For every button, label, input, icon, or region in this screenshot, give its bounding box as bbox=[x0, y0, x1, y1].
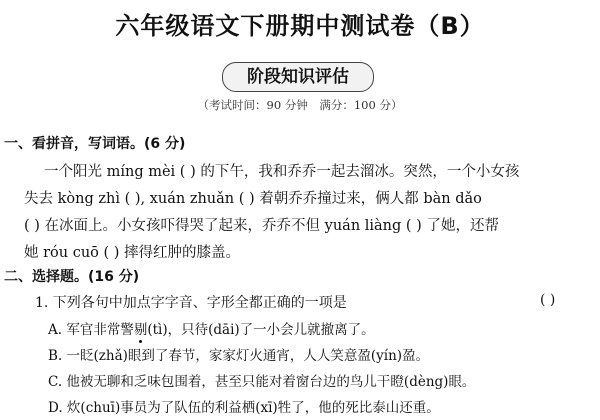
question-1: 1. 下列各句中加点字字音、字形全都正确的一项是 bbox=[35, 295, 347, 311]
section-1-line-2: 失去 kòng zhì ( ), xuán zhuǎn ( ) 着朝乔乔撞过来，俩人都 bàn dǎo bbox=[24, 191, 482, 207]
subtitle-badge: 阶段知识评估 bbox=[222, 62, 374, 92]
option-d-rest: chuī)事员为了队伍的利益栖(xī)牲了，他的死比泰山还重。 bbox=[85, 400, 440, 416]
section-1-heading: 一、看拼音，写词语。(6 分) bbox=[4, 136, 186, 152]
section-2-heading: 二、选择题。(16 分) bbox=[4, 269, 140, 285]
option-c-rest: dèng)眼。 bbox=[409, 374, 476, 390]
section-1-line-1: 一个阳光 míng mèi ( ) 的下午，我和乔乔一起去溜冰。突然，一个小女孩 bbox=[44, 164, 520, 180]
section-1-line-3: ( ) 在冰面上。小女孩吓得哭了起来，乔乔不但 yuán liàng ( ) 了她，还帮 bbox=[24, 218, 499, 234]
option-d bbox=[48, 396, 440, 416]
option-b-prefix: B. 一眨( bbox=[48, 348, 99, 364]
option-a-prefix: A. 军官非常警 bbox=[48, 322, 134, 338]
option-c bbox=[48, 370, 475, 390]
option-b bbox=[48, 344, 429, 364]
section-1-line-4: 她 róu cuō ( ) 摔得红肿的膝盖。 bbox=[24, 245, 241, 261]
answer-paren: ( ) bbox=[540, 292, 556, 308]
option-a-dotted: 剔 bbox=[133, 322, 148, 338]
option-a bbox=[48, 318, 375, 338]
option-b-rest: zhǎ)眼到了春节，家家灯火通宵，人人笑意盈(yín)盈。 bbox=[98, 348, 430, 364]
option-d-prefix: D. 炊( bbox=[48, 400, 86, 416]
exam-title: 六年级语文下册期中测试卷（B） bbox=[115, 12, 485, 40]
option-c-prefix: C. 他被无聊和乏味包围着，甚至只能对着窗台边的鸟儿干瞪( bbox=[48, 374, 410, 390]
option-a-rest: (tì)，只待(dāi)了一小会儿就撤离了。 bbox=[147, 322, 375, 338]
exam-meta: （考试时间：90 分钟 满分：100 分） bbox=[197, 98, 403, 112]
